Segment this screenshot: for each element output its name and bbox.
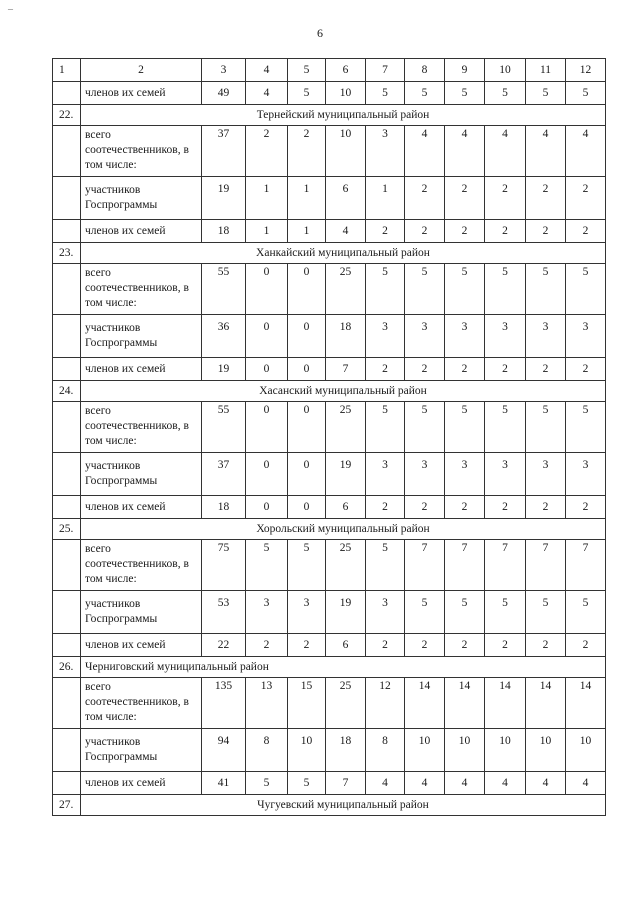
district-row bbox=[53, 657, 606, 678]
value-cell: 3 bbox=[485, 453, 526, 496]
district-row bbox=[53, 381, 606, 402]
value-cell: 2 bbox=[366, 220, 405, 243]
row-index-cell bbox=[53, 82, 81, 105]
row-label: членов их семей bbox=[81, 82, 202, 105]
value-cell: 49 bbox=[202, 82, 246, 105]
row-index-cell bbox=[53, 177, 81, 220]
value-cell: 3 bbox=[485, 315, 526, 358]
district-index: 24. bbox=[53, 381, 81, 402]
row-index-cell bbox=[53, 772, 81, 795]
value-cell: 10 bbox=[405, 729, 445, 772]
value-cell: 12 bbox=[366, 678, 405, 729]
value-cell: 2 bbox=[405, 496, 445, 519]
value-cell: 10 bbox=[326, 82, 366, 105]
value-cell: 3 bbox=[366, 591, 405, 634]
value-cell: 2 bbox=[288, 126, 326, 177]
district-name: Черниговский муниципальный район bbox=[81, 657, 606, 678]
value-cell: 5 bbox=[566, 402, 606, 453]
value-cell: 75 bbox=[202, 540, 246, 591]
value-cell: 19 bbox=[202, 358, 246, 381]
value-cell: 3 bbox=[366, 453, 405, 496]
district-index: 26. bbox=[53, 657, 81, 678]
row-label: членов их семей bbox=[81, 220, 202, 243]
value-cell: 18 bbox=[202, 496, 246, 519]
table-row bbox=[53, 729, 606, 772]
value-cell: 2 bbox=[526, 358, 566, 381]
value-cell: 19 bbox=[326, 453, 366, 496]
table-row bbox=[53, 591, 606, 634]
value-cell: 14 bbox=[526, 678, 566, 729]
value-cell: 13 bbox=[246, 678, 288, 729]
value-cell: 3 bbox=[445, 453, 485, 496]
row-index-cell bbox=[53, 729, 81, 772]
row-index-cell bbox=[53, 264, 81, 315]
value-cell: 5 bbox=[485, 402, 526, 453]
value-cell: 22 bbox=[202, 634, 246, 657]
value-cell: 10 bbox=[566, 729, 606, 772]
value-cell: 4 bbox=[246, 82, 288, 105]
value-cell: 25 bbox=[326, 540, 366, 591]
district-index: 27. bbox=[53, 795, 81, 816]
value-cell: 3 bbox=[445, 315, 485, 358]
table-row bbox=[53, 82, 606, 105]
district-name: Тернейский муниципальный район bbox=[81, 105, 606, 126]
value-cell: 3 bbox=[246, 591, 288, 634]
value-cell: 4 bbox=[485, 126, 526, 177]
header-cell: 11 bbox=[526, 59, 566, 82]
row-label: всего соотечественников, в том числе: bbox=[81, 540, 202, 591]
value-cell: 2 bbox=[366, 358, 405, 381]
value-cell: 2 bbox=[526, 496, 566, 519]
row-label: участников Госпрограммы bbox=[81, 315, 202, 358]
value-cell: 5 bbox=[485, 82, 526, 105]
value-cell: 2 bbox=[526, 220, 566, 243]
row-label: членов их семей bbox=[81, 772, 202, 795]
value-cell: 2 bbox=[485, 496, 526, 519]
value-cell: 3 bbox=[288, 591, 326, 634]
value-cell: 2 bbox=[405, 220, 445, 243]
value-cell: 3 bbox=[366, 126, 405, 177]
value-cell: 6 bbox=[326, 177, 366, 220]
district-name: Хасанский муниципальный район bbox=[81, 381, 606, 402]
value-cell: 2 bbox=[485, 220, 526, 243]
value-cell: 7 bbox=[485, 540, 526, 591]
table-row bbox=[53, 177, 606, 220]
value-cell: 25 bbox=[326, 678, 366, 729]
row-label: участников Госпрограммы bbox=[81, 591, 202, 634]
value-cell: 8 bbox=[366, 729, 405, 772]
value-cell: 3 bbox=[566, 453, 606, 496]
row-label: участников Госпрограммы bbox=[81, 177, 202, 220]
value-cell: 55 bbox=[202, 402, 246, 453]
value-cell: 2 bbox=[485, 358, 526, 381]
district-row bbox=[53, 519, 606, 540]
district-name: Ханкайский муниципальный район bbox=[81, 243, 606, 264]
value-cell: 5 bbox=[445, 82, 485, 105]
value-cell: 2 bbox=[485, 634, 526, 657]
value-cell: 37 bbox=[202, 126, 246, 177]
row-index-cell bbox=[53, 315, 81, 358]
value-cell: 0 bbox=[288, 264, 326, 315]
row-label: всего соотечественников, в том числе: bbox=[81, 402, 202, 453]
value-cell: 5 bbox=[526, 264, 566, 315]
value-cell: 2 bbox=[445, 177, 485, 220]
value-cell: 0 bbox=[246, 264, 288, 315]
table-row bbox=[53, 540, 606, 591]
value-cell: 7 bbox=[326, 772, 366, 795]
value-cell: 19 bbox=[202, 177, 246, 220]
table-row bbox=[53, 496, 606, 519]
value-cell: 7 bbox=[326, 358, 366, 381]
row-index-cell bbox=[53, 126, 81, 177]
value-cell: 4 bbox=[445, 772, 485, 795]
value-cell: 2 bbox=[566, 634, 606, 657]
row-index-cell bbox=[53, 678, 81, 729]
table-row bbox=[53, 453, 606, 496]
header-row bbox=[53, 59, 606, 82]
value-cell: 2 bbox=[566, 177, 606, 220]
value-cell: 4 bbox=[526, 772, 566, 795]
value-cell: 0 bbox=[246, 315, 288, 358]
value-cell: 5 bbox=[445, 402, 485, 453]
value-cell: 5 bbox=[288, 540, 326, 591]
value-cell: 18 bbox=[326, 729, 366, 772]
table-row bbox=[53, 402, 606, 453]
value-cell: 94 bbox=[202, 729, 246, 772]
table-row bbox=[53, 264, 606, 315]
district-name: Хорольский муниципальный район bbox=[81, 519, 606, 540]
row-label: всего соотечественников, в том числе: bbox=[81, 678, 202, 729]
value-cell: 37 bbox=[202, 453, 246, 496]
value-cell: 41 bbox=[202, 772, 246, 795]
table-row bbox=[53, 678, 606, 729]
value-cell: 6 bbox=[326, 496, 366, 519]
value-cell: 5 bbox=[366, 540, 405, 591]
value-cell: 7 bbox=[566, 540, 606, 591]
page-number: 6 bbox=[317, 26, 323, 40]
value-cell: 1 bbox=[246, 220, 288, 243]
value-cell: 2 bbox=[526, 177, 566, 220]
value-cell: 7 bbox=[445, 540, 485, 591]
value-cell: 14 bbox=[405, 678, 445, 729]
value-cell: 10 bbox=[485, 729, 526, 772]
value-cell: 4 bbox=[526, 126, 566, 177]
row-index-cell bbox=[53, 540, 81, 591]
value-cell: 1 bbox=[246, 177, 288, 220]
value-cell: 2 bbox=[526, 634, 566, 657]
value-cell: 5 bbox=[566, 82, 606, 105]
header-cell: 4 bbox=[246, 59, 288, 82]
value-cell: 0 bbox=[288, 496, 326, 519]
value-cell: 4 bbox=[566, 772, 606, 795]
value-cell: 7 bbox=[405, 540, 445, 591]
value-cell: 3 bbox=[526, 315, 566, 358]
value-cell: 2 bbox=[485, 177, 526, 220]
value-cell: 2 bbox=[405, 177, 445, 220]
row-label: членов их семей bbox=[81, 496, 202, 519]
value-cell: 14 bbox=[566, 678, 606, 729]
value-cell: 14 bbox=[485, 678, 526, 729]
value-cell: 135 bbox=[202, 678, 246, 729]
value-cell: 2 bbox=[366, 634, 405, 657]
value-cell: 5 bbox=[288, 82, 326, 105]
value-cell: 1 bbox=[288, 177, 326, 220]
value-cell: 5 bbox=[526, 402, 566, 453]
value-cell: 2 bbox=[566, 220, 606, 243]
value-cell: 0 bbox=[246, 453, 288, 496]
district-name: Чугуевский муниципальный район bbox=[81, 795, 606, 816]
value-cell: 5 bbox=[405, 402, 445, 453]
row-label: членов их семей bbox=[81, 358, 202, 381]
data-table bbox=[52, 58, 606, 816]
value-cell: 5 bbox=[246, 772, 288, 795]
value-cell: 5 bbox=[288, 772, 326, 795]
value-cell: 5 bbox=[526, 82, 566, 105]
table-row bbox=[53, 772, 606, 795]
corner-mark: – bbox=[8, 4, 13, 15]
value-cell: 5 bbox=[405, 82, 445, 105]
value-cell: 15 bbox=[288, 678, 326, 729]
row-index-cell bbox=[53, 358, 81, 381]
value-cell: 36 bbox=[202, 315, 246, 358]
value-cell: 4 bbox=[326, 220, 366, 243]
value-cell: 8 bbox=[246, 729, 288, 772]
value-cell: 3 bbox=[526, 453, 566, 496]
value-cell: 0 bbox=[288, 402, 326, 453]
value-cell: 2 bbox=[445, 358, 485, 381]
value-cell: 2 bbox=[445, 634, 485, 657]
value-cell: 4 bbox=[485, 772, 526, 795]
value-cell: 5 bbox=[366, 82, 405, 105]
table-row bbox=[53, 220, 606, 243]
value-cell: 2 bbox=[405, 634, 445, 657]
value-cell: 10 bbox=[526, 729, 566, 772]
value-cell: 3 bbox=[366, 315, 405, 358]
value-cell: 0 bbox=[288, 358, 326, 381]
header-cell: 12 bbox=[566, 59, 606, 82]
value-cell: 2 bbox=[288, 634, 326, 657]
value-cell: 25 bbox=[326, 264, 366, 315]
value-cell: 3 bbox=[405, 453, 445, 496]
value-cell: 5 bbox=[526, 591, 566, 634]
value-cell: 2 bbox=[566, 358, 606, 381]
value-cell: 6 bbox=[326, 634, 366, 657]
value-cell: 5 bbox=[366, 402, 405, 453]
row-index-cell bbox=[53, 402, 81, 453]
row-index-cell bbox=[53, 591, 81, 634]
header-cell: 9 bbox=[445, 59, 485, 82]
value-cell: 0 bbox=[288, 453, 326, 496]
header-cell: 1 bbox=[53, 59, 81, 82]
value-cell: 53 bbox=[202, 591, 246, 634]
value-cell: 2 bbox=[366, 496, 405, 519]
value-cell: 3 bbox=[566, 315, 606, 358]
value-cell: 55 bbox=[202, 264, 246, 315]
value-cell: 2 bbox=[246, 634, 288, 657]
header-cell: 10 bbox=[485, 59, 526, 82]
value-cell: 5 bbox=[485, 591, 526, 634]
row-label: членов их семей bbox=[81, 634, 202, 657]
value-cell: 2 bbox=[405, 358, 445, 381]
value-cell: 5 bbox=[405, 264, 445, 315]
district-row bbox=[53, 795, 606, 816]
table-row bbox=[53, 126, 606, 177]
value-cell: 2 bbox=[566, 496, 606, 519]
table-row bbox=[53, 315, 606, 358]
value-cell: 4 bbox=[445, 126, 485, 177]
value-cell: 2 bbox=[445, 220, 485, 243]
district-row bbox=[53, 243, 606, 264]
value-cell: 10 bbox=[288, 729, 326, 772]
row-index-cell bbox=[53, 496, 81, 519]
table-row bbox=[53, 634, 606, 657]
row-label: участников Госпрограммы bbox=[81, 729, 202, 772]
value-cell: 1 bbox=[288, 220, 326, 243]
district-row bbox=[53, 105, 606, 126]
header-cell: 8 bbox=[405, 59, 445, 82]
district-index: 23. bbox=[53, 243, 81, 264]
value-cell: 5 bbox=[366, 264, 405, 315]
value-cell: 18 bbox=[326, 315, 366, 358]
row-index-cell bbox=[53, 453, 81, 496]
row-index-cell bbox=[53, 634, 81, 657]
header-cell: 7 bbox=[366, 59, 405, 82]
value-cell: 25 bbox=[326, 402, 366, 453]
value-cell: 1 bbox=[366, 177, 405, 220]
value-cell: 5 bbox=[566, 591, 606, 634]
value-cell: 5 bbox=[445, 591, 485, 634]
value-cell: 5 bbox=[405, 591, 445, 634]
district-index: 25. bbox=[53, 519, 81, 540]
value-cell: 5 bbox=[485, 264, 526, 315]
header-cell: 3 bbox=[202, 59, 246, 82]
value-cell: 19 bbox=[326, 591, 366, 634]
value-cell: 4 bbox=[366, 772, 405, 795]
value-cell: 10 bbox=[445, 729, 485, 772]
value-cell: 4 bbox=[405, 772, 445, 795]
header-cell: 2 bbox=[81, 59, 202, 82]
row-index-cell bbox=[53, 220, 81, 243]
value-cell: 0 bbox=[288, 315, 326, 358]
value-cell: 5 bbox=[566, 264, 606, 315]
value-cell: 2 bbox=[246, 126, 288, 177]
value-cell: 14 bbox=[445, 678, 485, 729]
header-cell: 6 bbox=[326, 59, 366, 82]
table-row bbox=[53, 358, 606, 381]
value-cell: 4 bbox=[405, 126, 445, 177]
value-cell: 5 bbox=[246, 540, 288, 591]
value-cell: 3 bbox=[405, 315, 445, 358]
value-cell: 5 bbox=[445, 264, 485, 315]
value-cell: 0 bbox=[246, 358, 288, 381]
value-cell: 0 bbox=[246, 402, 288, 453]
value-cell: 18 bbox=[202, 220, 246, 243]
value-cell: 10 bbox=[326, 126, 366, 177]
value-cell: 7 bbox=[526, 540, 566, 591]
value-cell: 4 bbox=[566, 126, 606, 177]
row-label: всего соотечественников, в том числе: bbox=[81, 126, 202, 177]
value-cell: 2 bbox=[445, 496, 485, 519]
row-label: всего соотечественников, в том числе: bbox=[81, 264, 202, 315]
header-cell: 5 bbox=[288, 59, 326, 82]
value-cell: 0 bbox=[246, 496, 288, 519]
district-index: 22. bbox=[53, 105, 81, 126]
row-label: участников Госпрограммы bbox=[81, 453, 202, 496]
